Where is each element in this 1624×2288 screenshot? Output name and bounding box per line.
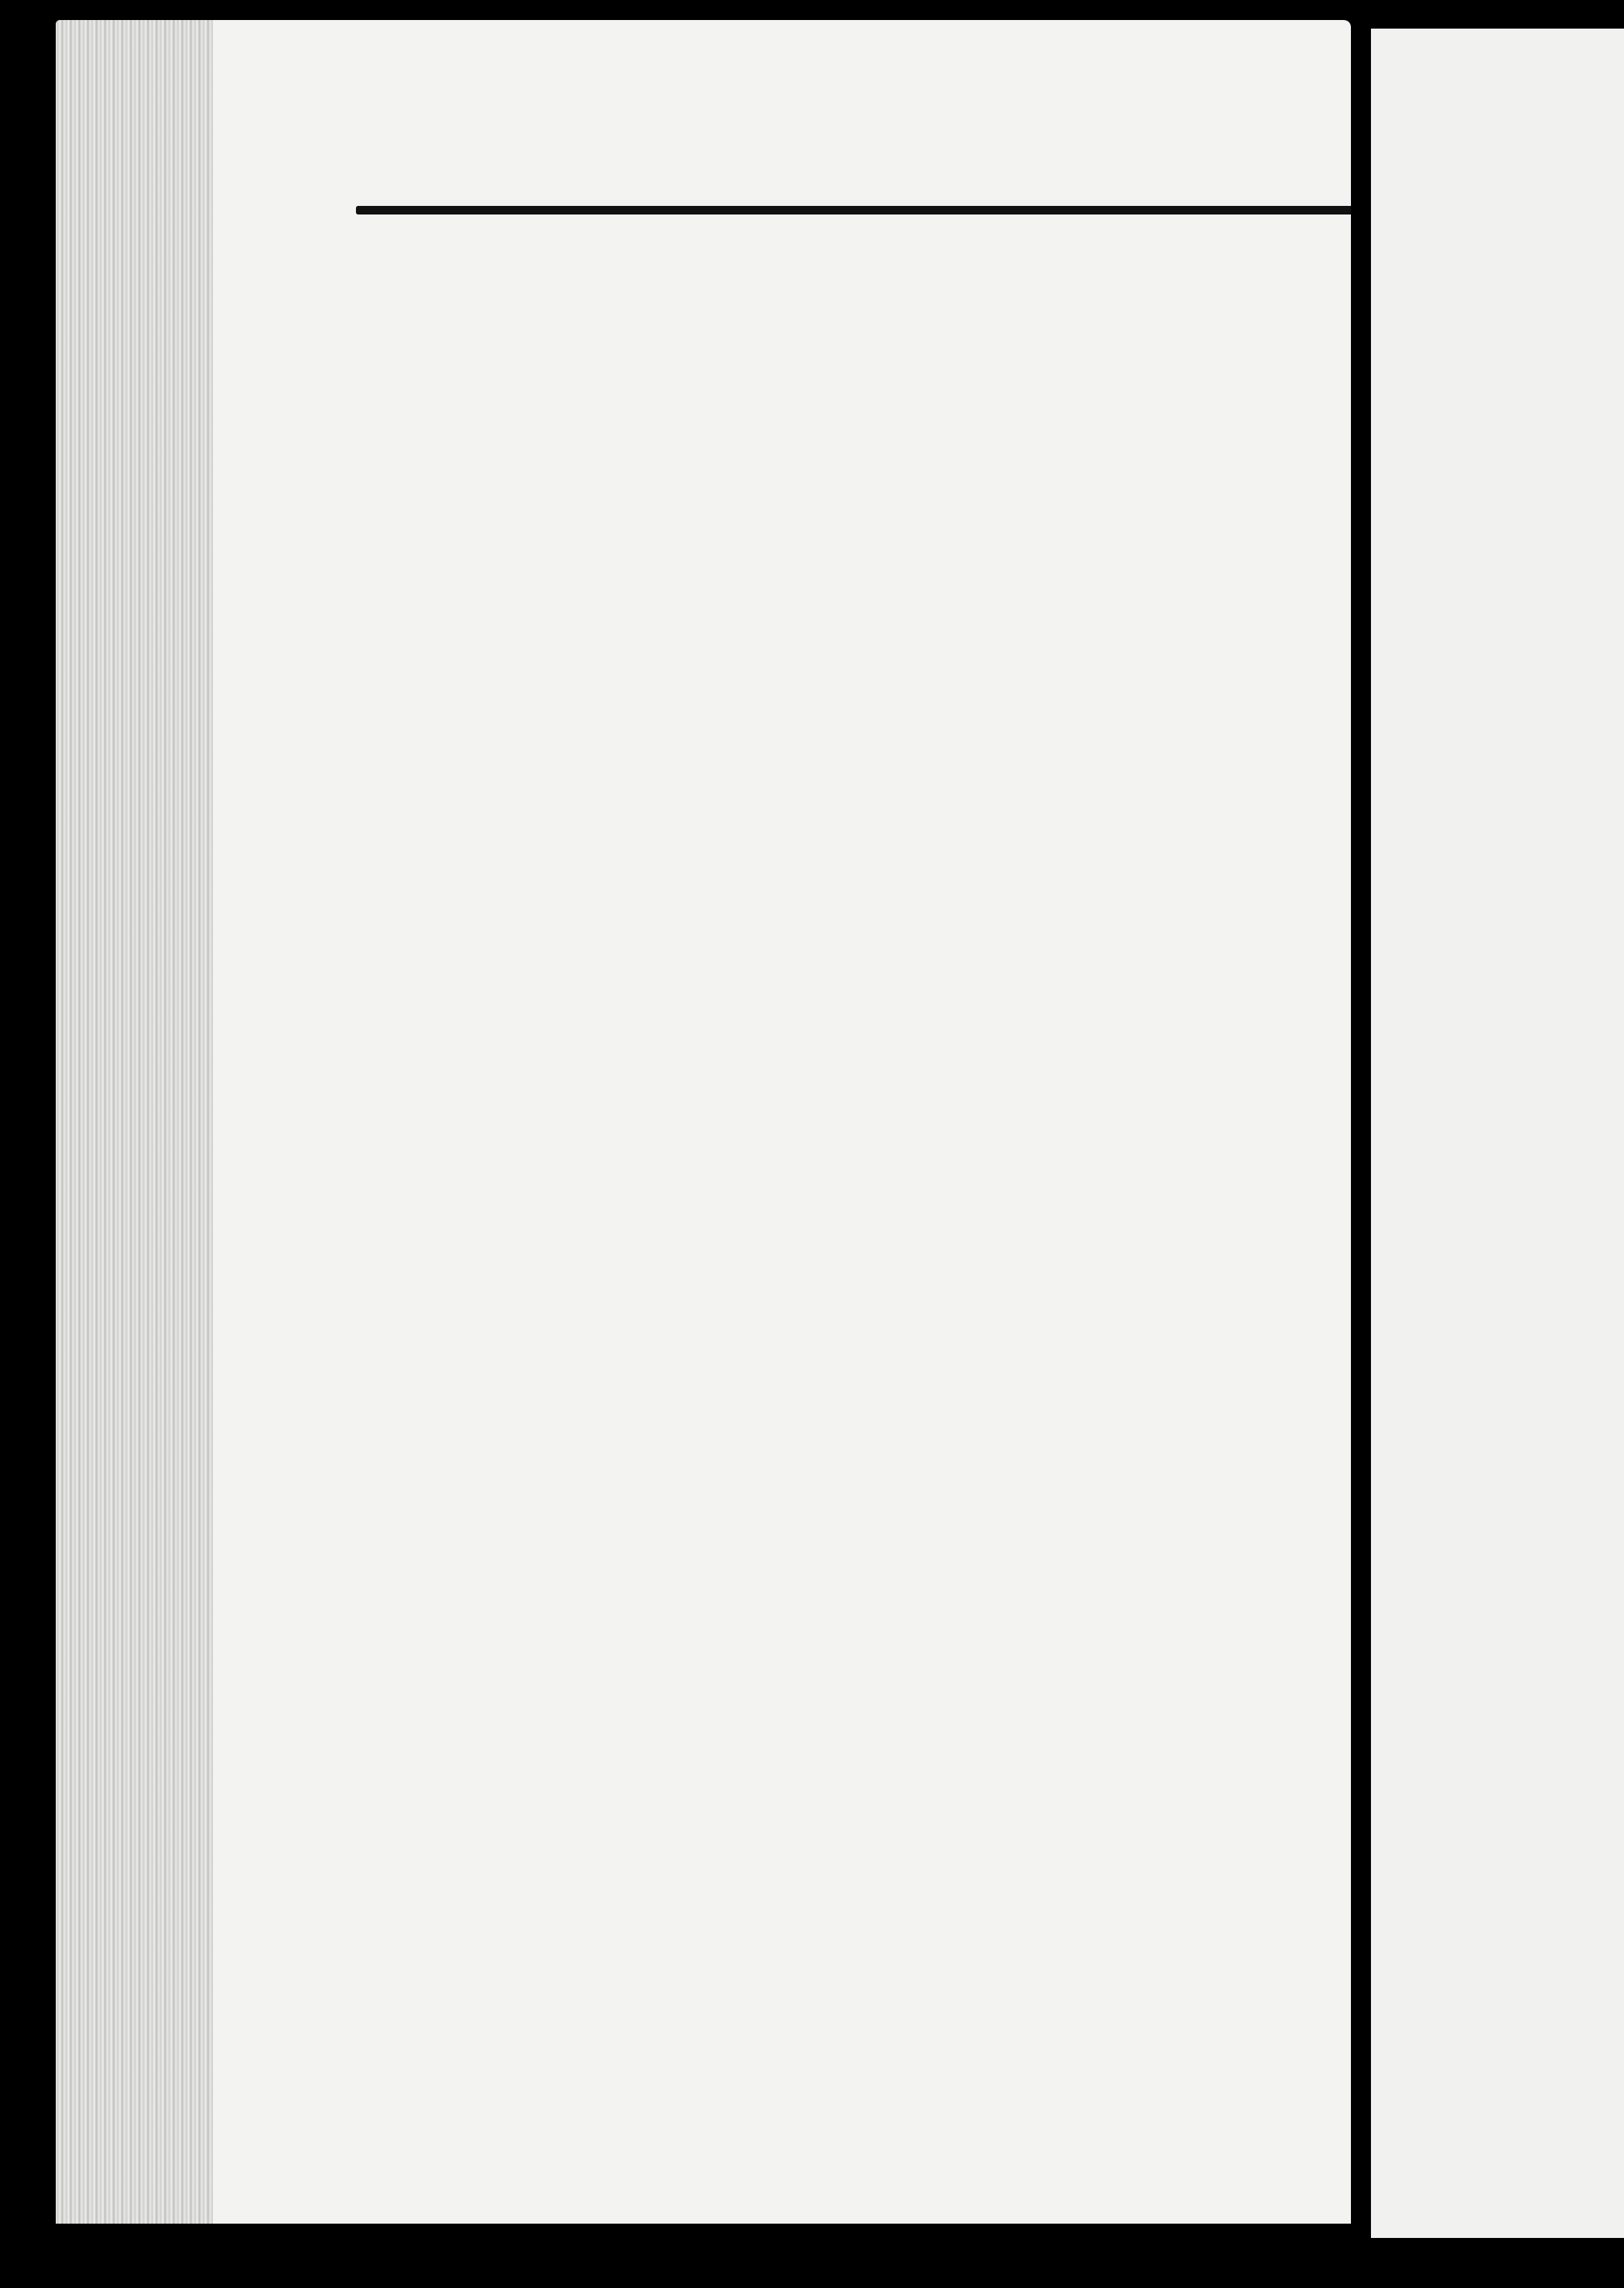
left-text-block [356,142,1351,275]
right-page [1371,29,1624,2238]
right-text-block [1398,265,1445,398]
page-edge [56,20,213,2224]
section-rule [356,206,1351,214]
left-page [56,20,1351,2224]
